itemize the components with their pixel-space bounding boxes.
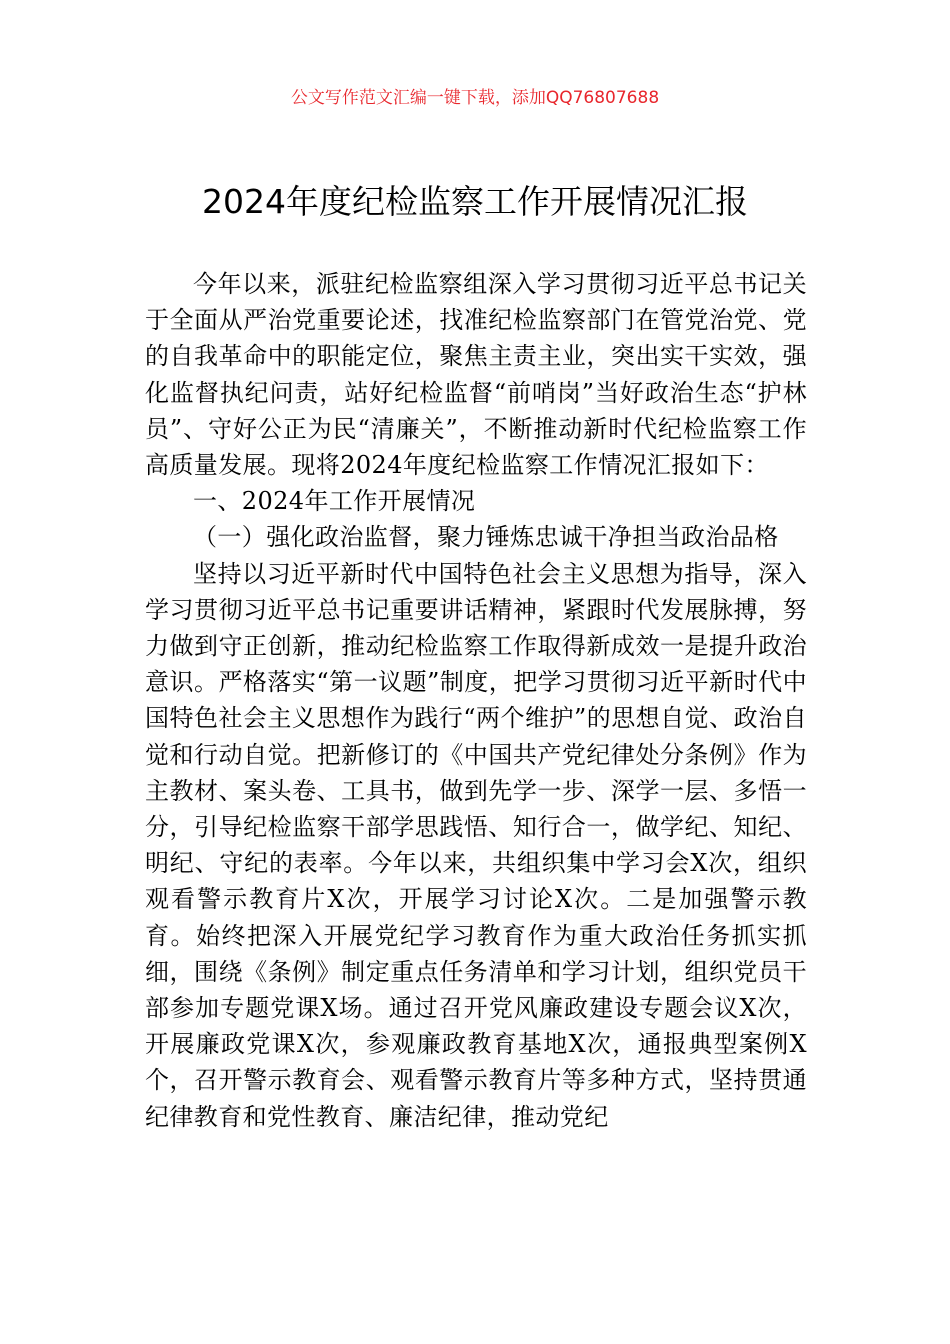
intro-paragraph: 今年以来，派驻纪检监察组深入学习贯彻习近平总书记关于全面从严治党重要论述，找准纪检监察部门在管党治党、党的自我革命中的职能定位，聚焦主责主业，突出实干实效，强化监督执纪问责，站好纪检监督“前哨岗”当好政治生态“护林员”、守好公正为民“清廉关”，不断推动新时代纪检监察工作高质量发展。现将2024年度纪检监察工作情况汇报如下： xyxy=(145,270,807,480)
document-title: 2024年度纪检监察工作开展情况汇报 xyxy=(202,182,748,221)
section-heading: 一、2024年工作开展情况 xyxy=(193,487,476,516)
download-notice: 公文写作范文汇编一键下载，添加QQ76807688 xyxy=(290,88,660,108)
document-body xyxy=(145,266,807,1135)
subsection-heading: （一）强化政治监督，聚力锤炼忠诚干净担当政治品格 xyxy=(193,523,779,552)
body-paragraph: 坚持以习近平新时代中国特色社会主义思想为指导，深入学习贯彻习近平总书记重要讲话精神，紧跟时代发展脉搏，努力做到守正创新，推动纪检监察工作取得新成效一是提升政治意识。严格落实“第一议题”制度，把学习贯彻习近平新时代中国特色社会主义思想作为践行“两个维护”的思想自觉、政治自觉和行动自觉。把新修订的《中国共产党纪律处分条例》作为主教材、案头卷、工具书，做到先学一步、深学一层、多悟一分，引导纪检监察干部学思践悟、知行合一，做学纪、知纪、明纪、守纪的表率。今年以来，共组织集中学习会X次，组织观看警示教育片X次，开展学习讨论X次。二是加强警示教育。始终把深入开展党纪学习教育作为重大政治任务抓实抓细，围绕《条例》制定重点任务清单和学习计划，组织党员干部参加专题党课X场。通过召开党风廉政建设专题会议X次，开展廉政党课X次，参观廉政教育基地X次，通报典型案例X个，召开警示教育会、观看警示教育片等多种方式，坚持贯通纪律教育和党性教育、廉洁纪律，推动党纪 xyxy=(145,559,807,1131)
